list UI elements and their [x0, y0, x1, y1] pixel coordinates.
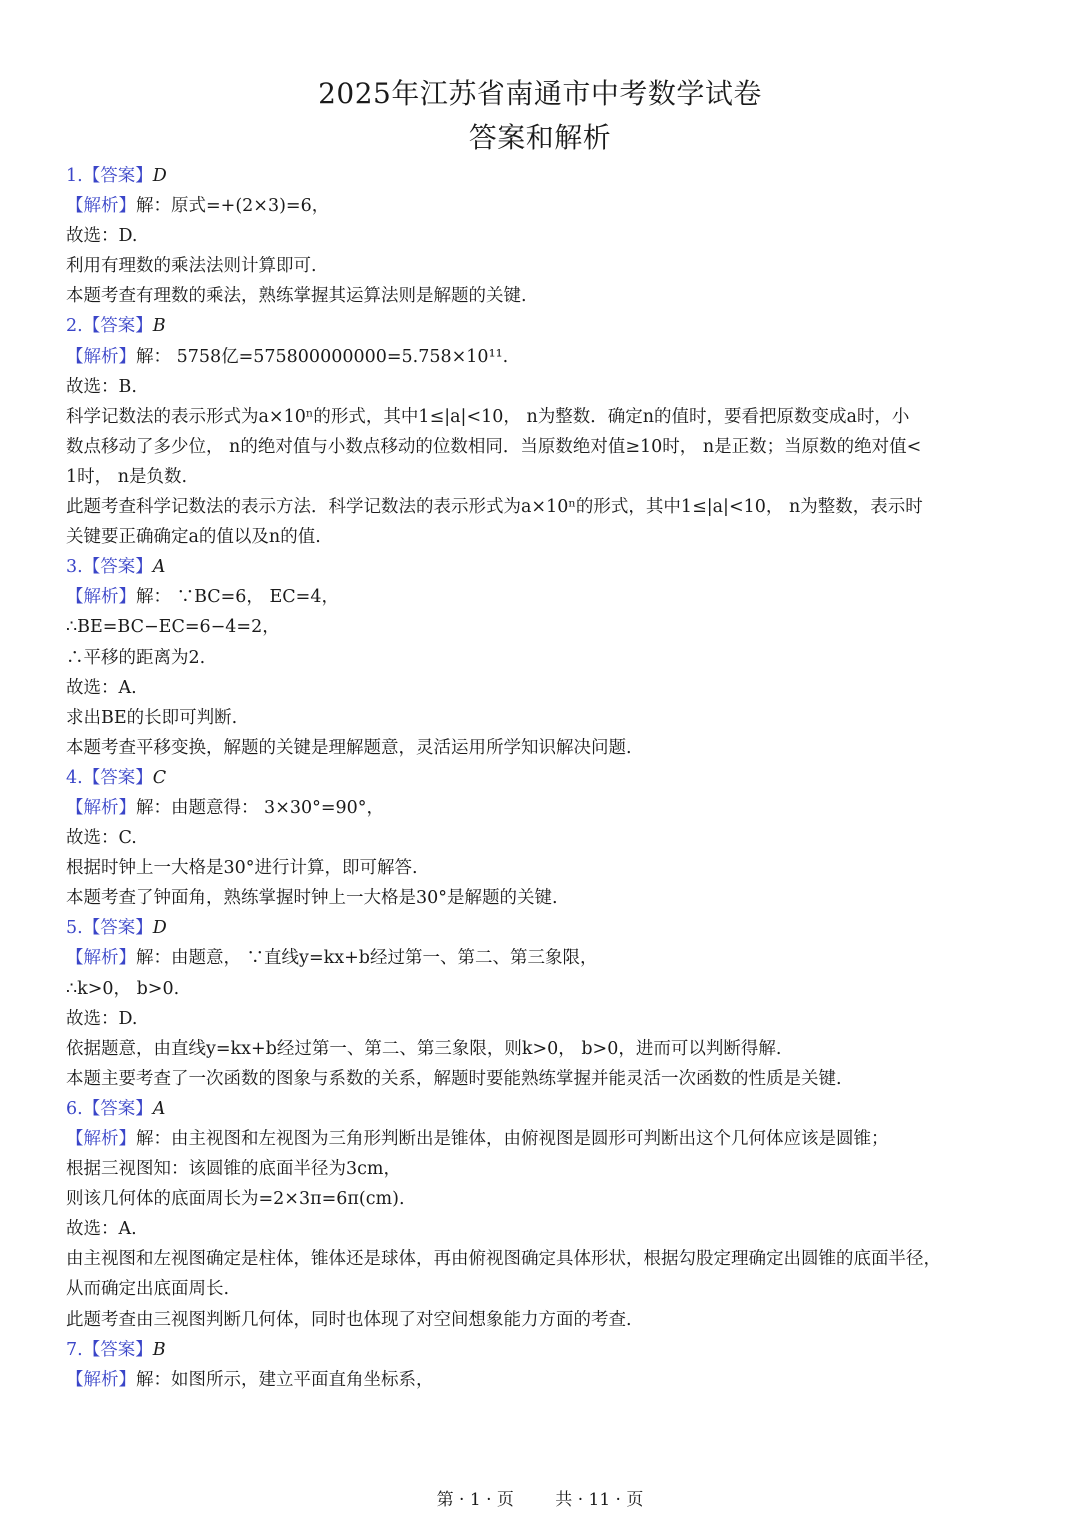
explanation-tag: 【解析】 — [66, 797, 136, 818]
answer-value: D — [152, 166, 167, 186]
answer-tag: 【答案】 — [82, 767, 153, 788]
answer-value: A — [152, 557, 166, 578]
answer-tag: 【答案】 — [82, 316, 153, 337]
explanation-text: 解： 5758亿=575800000000=5.758×10¹¹. — [136, 346, 509, 367]
text-line: 故选：A. — [66, 677, 137, 698]
page-total: 共 · 11 · 页 — [555, 1490, 644, 1510]
answer-value: B — [152, 316, 166, 337]
answer-line — [66, 552, 1026, 582]
page-footer — [0, 1488, 1080, 1512]
text-line: 本题考查了钟面角，熟练掌握时钟上一大格是30°是解题的关键. — [66, 888, 558, 909]
answer-value: B — [152, 1339, 166, 1360]
text-line: 故选：A. — [66, 1219, 137, 1240]
text-line: 依据题意，由直线y=kx+b经过第一、第二、第三象限，则k>0， b>0，进而可以判断得解. — [66, 1038, 782, 1059]
answer-line — [66, 1335, 1026, 1365]
text-line: 求出BE的长即可判断. — [66, 707, 238, 728]
text-line: 数点移动了多少位， n的绝对值与小数点移动的位数相同．当原数绝对值≥10时， n是正数；当原数的绝对值< — [66, 436, 922, 457]
text-line: 由主视图和左视图确定是柱体，锥体还是球体，再由俯视图确定具体形状，根据勾股定理确定出圆锥的底面半径， — [66, 1249, 941, 1270]
answer-value: A — [152, 1098, 166, 1119]
question-number: 1. — [66, 166, 83, 186]
explanation-tag: 【解析】 — [66, 196, 136, 217]
question-number: 7. — [66, 1339, 83, 1360]
explanation-tag: 【解析】 — [66, 346, 136, 367]
text-line: ∴k>0， b>0. — [66, 978, 180, 999]
answer-value: C — [152, 767, 167, 788]
explanation-line — [66, 1124, 1026, 1154]
question-number: 6. — [66, 1098, 83, 1119]
text-line: 根据时钟上一大格是30°进行计算，即可解答. — [66, 858, 418, 879]
explanation-text: 解：由题意， ∵直线y=kx+b经过第一、第二、第三象限， — [136, 948, 598, 969]
answer-content — [66, 161, 1026, 1395]
document-title: 2025年江苏省南通市中考数学试卷 — [318, 77, 762, 110]
answer-tag: 【答案】 — [82, 557, 153, 578]
answer-tag: 【答案】 — [82, 1098, 153, 1119]
answer-line — [66, 913, 1026, 943]
question-number: 4. — [66, 767, 83, 788]
answer-line — [66, 763, 1026, 793]
answer-line — [66, 1094, 1026, 1124]
explanation-text: 解：由主视图和左视图为三角形判断出是锥体，由俯视图是圆形可判断出这个几何体应该是圆锥； — [136, 1129, 889, 1149]
answer-tag: 【答案】 — [82, 918, 153, 939]
question-number: 5. — [66, 918, 83, 939]
text-line: 1时， n是负数. — [66, 466, 188, 487]
explanation-line — [66, 582, 1026, 612]
explanation-text: 解：如图所示，建立平面直角坐标系， — [136, 1369, 434, 1390]
text-line: 本题考查平移变换，解题的关键是理解题意，灵活运用所学知识解决问题. — [66, 737, 632, 758]
answer-tag: 【答案】 — [82, 1339, 153, 1360]
text-line: ∴BE=BC−EC=6−4=2， — [66, 617, 280, 638]
text-line: 此题考查科学记数法的表示方法．科学记数法的表示形式为a×10ⁿ的形式，其中1≤|a|<10， n为整数，表示时 — [66, 497, 923, 518]
document-subtitle: 答案和解析 — [468, 121, 612, 154]
answer-line — [66, 311, 1026, 341]
text-line: ∴平移的距离为2. — [66, 647, 206, 668]
explanation-tag: 【解析】 — [66, 1369, 136, 1390]
explanation-line — [66, 1365, 1026, 1395]
text-line: 关键要正确确定a的值以及n的值. — [66, 527, 321, 548]
text-line: 利用有理数的乘法法则计算即可. — [66, 256, 317, 277]
text-line: 故选：D. — [66, 1008, 138, 1029]
explanation-line — [66, 943, 1026, 973]
explanation-tag: 【解析】 — [66, 1129, 136, 1149]
explanation-tag: 【解析】 — [66, 587, 136, 608]
question-number: 2. — [66, 316, 83, 337]
text-line: 从而确定出底面周长. — [66, 1279, 230, 1300]
text-line: 本题主要考查了一次函数的图象与系数的关系，解题时要能熟练掌握并能灵活一次函数的性质是关键. — [66, 1068, 842, 1089]
question-number: 3. — [66, 557, 83, 578]
text-line: 此题考查由三视图判断几何体，同时也体现了对空间想象能力方面的考查. — [66, 1309, 632, 1330]
text-line: 故选：C. — [66, 828, 137, 849]
text-line: 则该几何体的底面周长为=2×3π=6π(cm). — [66, 1189, 405, 1210]
answer-line — [66, 161, 1026, 191]
text-line: 故选：D. — [66, 226, 138, 247]
explanation-tag: 【解析】 — [66, 948, 136, 969]
explanation-line — [66, 342, 1026, 372]
explanation-text: 解：原式=+(2×3)=6， — [136, 196, 330, 217]
text-line: 根据三视图知：该圆锥的底面半径为3cm， — [66, 1159, 402, 1180]
answer-tag: 【答案】 — [82, 166, 153, 186]
explanation-line — [66, 191, 1026, 221]
answer-value: D — [152, 918, 167, 939]
text-line: 故选：B. — [66, 376, 137, 397]
explanation-text: 解：由题意得： 3×30°=90°， — [136, 797, 385, 818]
explanation-line — [66, 793, 1026, 823]
text-line: 本题考查有理数的乘法，熟练掌握其运算法则是解题的关键. — [66, 286, 527, 307]
page-number: 第 · 1 · 页 — [436, 1490, 514, 1510]
text-line: 科学记数法的表示形式为a×10ⁿ的形式，其中1≤|a|<10， n为整数．确定n的值时，要看把原数变成a时，小 — [66, 406, 910, 427]
explanation-text: 解： ∵BC=6， EC=4， — [136, 587, 339, 608]
